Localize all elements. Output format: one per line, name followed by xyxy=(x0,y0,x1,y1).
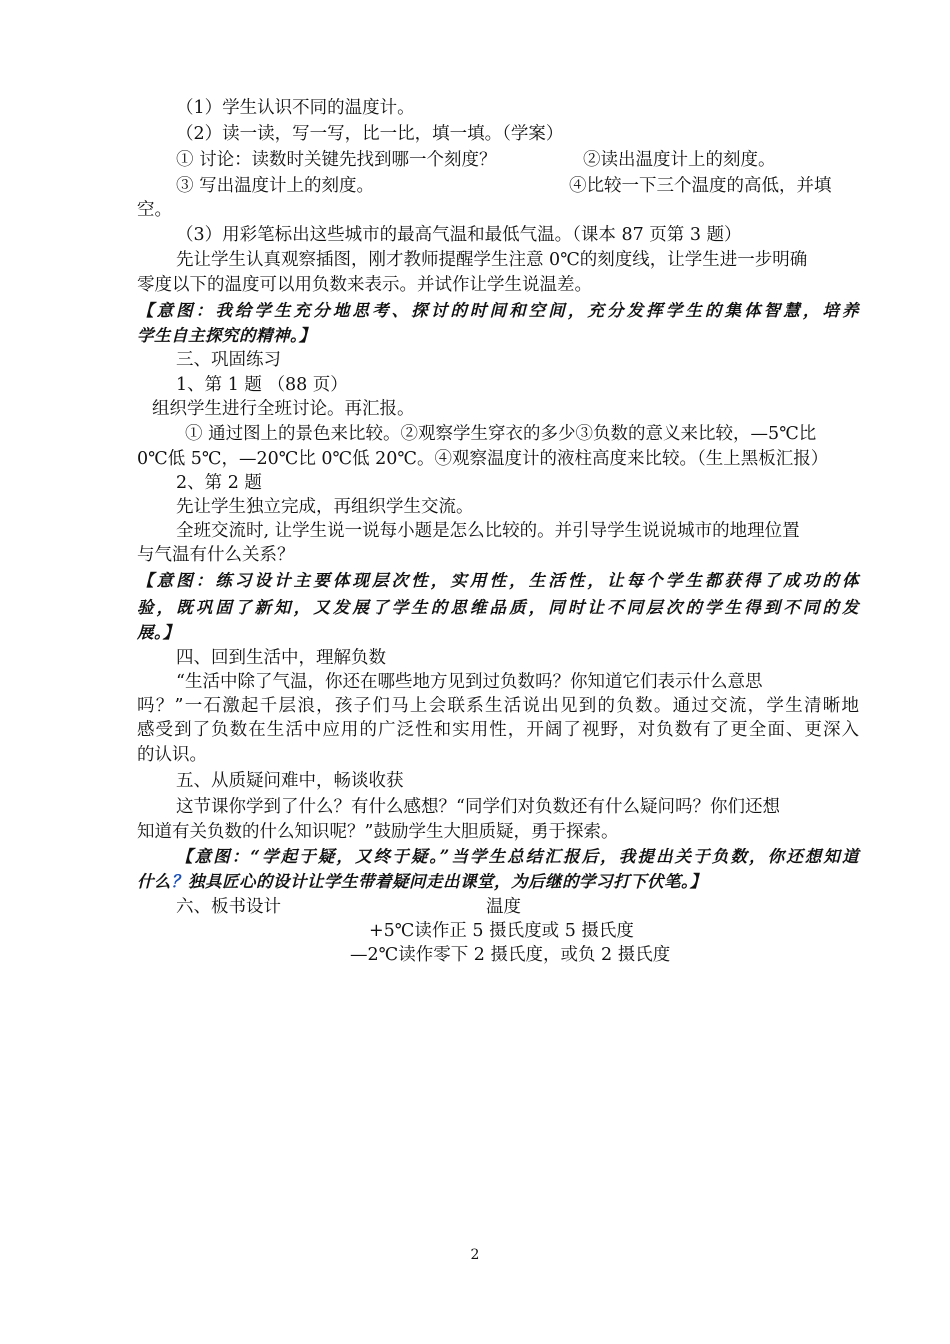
text-line: （3）用彩笔标出这些城市的最高气温和最低气温。（课本 87 页第 3 题） xyxy=(176,225,742,245)
text-line: ②读出温度计上的刻度。 xyxy=(583,150,776,170)
text-line: 感受到了负数在生活中应用的广泛性和实用性，开阔了视野，对负数有了更全面、更深入 xyxy=(137,720,859,740)
board-title: 温度 xyxy=(486,897,521,917)
text-line: 全班交流时, 让学生说一说每小题是怎么比较的。并引导学生说说城市的地理位置 xyxy=(176,521,800,541)
text-line: 知道有关负数的什么知识呢？”鼓励学生大胆质疑，勇于探索。 xyxy=(137,822,619,842)
intent-note: 【意图：“学起于疑，又终于疑。”当学生总结汇报后，我提出关于负数，你还想知道 xyxy=(176,847,859,866)
text-line: ① 通过图上的景色来比较。②观察学生穿衣的多少③负数的意义来比较，—5℃比 xyxy=(185,424,817,444)
intent-note: 展。】 xyxy=(137,623,180,642)
text-line: ④比较一下三个温度的高低，并填 xyxy=(569,176,832,196)
board-line: +5℃读作正 5 摄氏度或 5 摄氏度 xyxy=(369,921,634,941)
section-heading: 三、巩固练习 xyxy=(176,350,281,370)
intent-note: 【意图：我给学生充分地思考、探讨的时间和空间，充分发挥学生的集体智慧，培养 xyxy=(137,301,859,320)
text-line: （2）读一读，写一写，比一比，填一填。（学案） xyxy=(176,124,564,144)
text-line: 先让学生认真观察插图，刚才教师提醒学生注意 0℃的刻度线，让学生进一步明确 xyxy=(176,250,808,270)
text-line: 这节课你学到了什么？有什么感想？“同学们对负数还有什么疑问吗？你们还想 xyxy=(176,797,780,817)
text-line: 2、第 2 题 xyxy=(176,473,262,493)
text-line: 与气温有什么关系？ xyxy=(137,545,295,565)
text-line: ③ 写出温度计上的刻度。 xyxy=(176,176,375,196)
text-line: 吗？”一石激起千层浪，孩子们马上会联系生活说出见到的负数。通过交流，学生清晰地 xyxy=(137,696,859,716)
intent-note-question-mark: ？ xyxy=(171,872,188,891)
text-line: “生活中除了气温，你还在哪些地方见到过负数吗？你知道它们表示什么意思 xyxy=(176,672,763,692)
intent-note-part: 独具匠心的设计让学生带着疑问走出课堂，为后继的学习打下伏笔。】 xyxy=(188,872,707,891)
text-line: 组织学生进行全班讨论。再汇报。 xyxy=(152,399,415,419)
text-line: 1、第 1 题 （88 页） xyxy=(176,375,348,395)
page-number: 2 xyxy=(470,1247,480,1263)
section-heading: 五、从质疑问难中，畅谈收获 xyxy=(176,771,404,791)
intent-note: 学生自主探究的精神。】 xyxy=(137,326,316,345)
board-line: —2℃读作零下 2 摄氏度，或负 2 摄氏度 xyxy=(350,945,671,965)
text-line: ① 讨论：读数时关键先找到哪一个刻度？ xyxy=(176,150,497,170)
intent-note-part: 什么 xyxy=(137,872,171,891)
intent-note xyxy=(137,870,707,894)
intent-note: 【意图：练习设计主要体现层次性，实用性，生活性，让每个学生都获得了成功的体 xyxy=(137,571,859,590)
text-line: （1）学生认识不同的温度计。 xyxy=(176,98,415,118)
text-line: 零度以下的温度可以用负数来表示。并试作让学生说温差。 xyxy=(137,275,592,295)
text-line: 的认识。 xyxy=(137,745,207,765)
text-line: 0℃低 5℃，—20℃比 0℃低 20℃。④观察温度计的液柱高度来比较。（生上黑板汇报） xyxy=(137,449,829,469)
intent-note: 验，既巩固了新知，又发展了学生的思维品质，同时让不同层次的学生得到不同的发 xyxy=(137,598,859,617)
text-line: 空。 xyxy=(137,200,172,220)
section-heading: 六、板书设计 xyxy=(176,897,281,917)
text-line: 先让学生独立完成，再组织学生交流。 xyxy=(176,497,474,517)
section-heading: 四、回到生活中，理解负数 xyxy=(176,648,386,668)
